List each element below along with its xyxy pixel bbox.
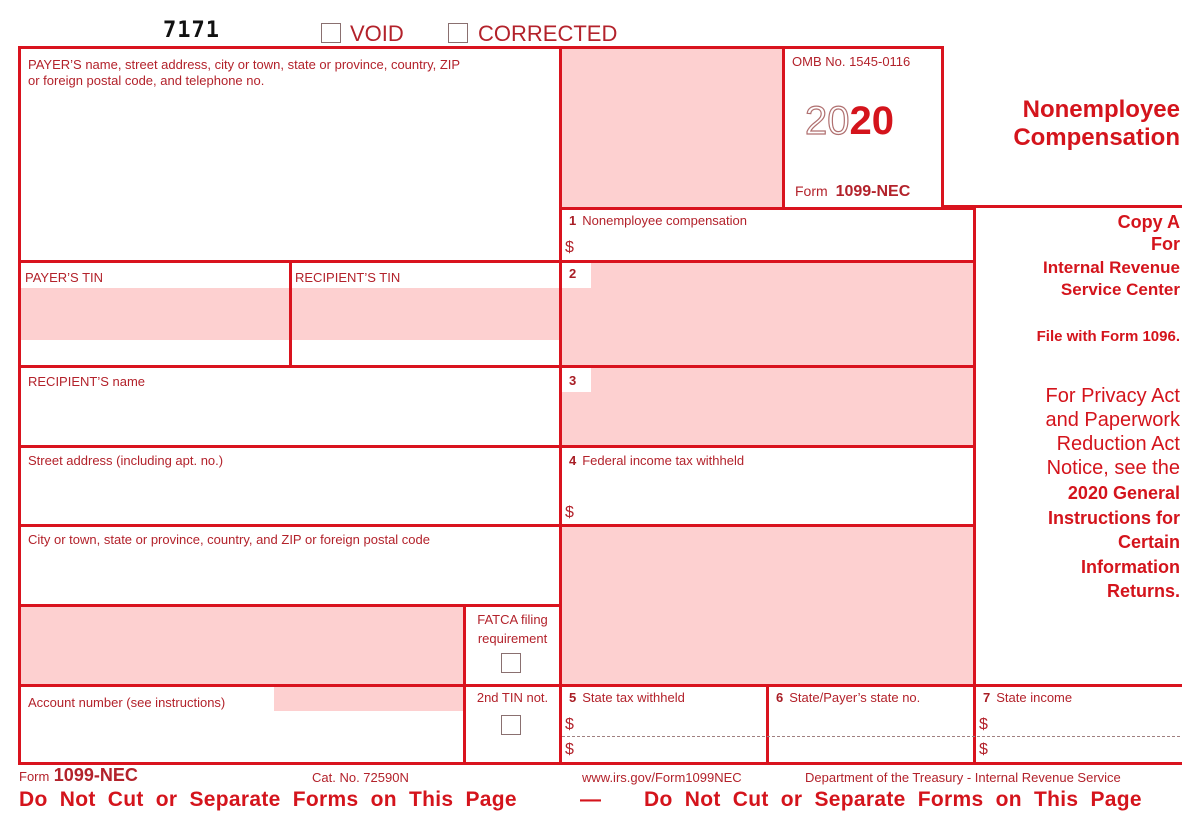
instructions-line5: Returns. xyxy=(1106,581,1180,601)
account-number-label: Account number (see instructions) xyxy=(28,695,226,710)
street-address-label: Street address (including apt. no.) xyxy=(28,453,224,468)
box1-nonemployee-compensation[interactable] xyxy=(559,207,976,263)
instructions-line1: 2020 General xyxy=(1067,483,1180,503)
box4-label: Federal income tax withheld xyxy=(582,453,745,468)
tax-year-bold: 20 xyxy=(849,99,894,143)
recipient-tin-label: RECIPIENT’S TIN xyxy=(295,270,401,285)
box5-number: 5 xyxy=(569,690,577,705)
copy-info-column xyxy=(973,207,1182,687)
form-title-line2: Compensation xyxy=(1013,124,1180,151)
state-line-divider xyxy=(562,736,1180,737)
account-number-box[interactable] xyxy=(18,684,466,765)
omb-number: OMB No. 1545-0116 xyxy=(792,54,911,69)
privacy-line2: and Paperwork xyxy=(1045,409,1180,431)
recipient-tin-shaded xyxy=(292,288,559,340)
tax-year-outline: 20 xyxy=(805,99,850,143)
omb-form-prefix: Form xyxy=(795,183,828,199)
box2 xyxy=(559,260,976,368)
privacy-line1: For Privacy Act xyxy=(1045,385,1180,407)
box3 xyxy=(559,365,976,448)
second-tin-checkbox[interactable] xyxy=(501,715,521,735)
second-tin-box xyxy=(463,684,562,765)
irs-center-line2: Service Center xyxy=(1060,280,1180,299)
irs-center-line1: Internal Revenue xyxy=(1043,258,1180,277)
street-address-box[interactable] xyxy=(18,445,562,527)
fatca-checkbox[interactable] xyxy=(501,653,521,673)
corrected-label: CORRECTED xyxy=(478,21,618,46)
box5-state-tax-withheld[interactable] xyxy=(559,684,769,765)
box5-label: State tax withheld xyxy=(582,690,685,705)
footer-department: Department of the Treasury - Internal Revenue Service xyxy=(805,770,1121,785)
instructions-line4: Information xyxy=(1081,556,1180,577)
footer-website[interactable]: www.irs.gov/Form1099NEC xyxy=(582,770,742,785)
box7-dollar-1: $ xyxy=(979,716,988,733)
privacy-line3: Reduction Act xyxy=(1056,433,1180,455)
footer-form-number: 1099-NEC xyxy=(53,765,138,785)
copy-for-label: For xyxy=(1151,234,1180,254)
box4-number: 4 xyxy=(569,453,577,468)
footer-dash: — xyxy=(580,788,601,811)
fatca-box xyxy=(463,604,562,687)
box5-dollar-2: $ xyxy=(565,741,574,758)
corrected-checkbox[interactable] xyxy=(448,23,468,43)
account-number-shaded xyxy=(274,687,463,711)
second-tin-label: 2nd TIN not. xyxy=(476,690,549,705)
box3-number: 3 xyxy=(569,373,577,388)
omb-form-number: 1099-NEC xyxy=(835,183,911,200)
payer-shaded-box xyxy=(559,46,785,210)
instructions-line3: Certain xyxy=(1117,532,1180,552)
shaded-box-left xyxy=(18,604,466,687)
city-box[interactable] xyxy=(18,524,562,607)
footer-cat-no: Cat. No. 72590N xyxy=(312,770,409,785)
payer-info-label-line1: PAYER’S name, street address, city or town, state or province, country, ZIP xyxy=(28,57,461,72)
box4-federal-tax-withheld[interactable] xyxy=(559,445,976,527)
shaded-box-middle xyxy=(559,524,976,687)
box7-dollar-2: $ xyxy=(979,741,988,758)
box6-state-payer-no[interactable] xyxy=(766,684,976,765)
file-with-label: File with Form 1096. xyxy=(1036,328,1180,345)
instructions-line2: Instructions for xyxy=(1047,507,1180,528)
form-title-line1: Nonemployee xyxy=(1022,96,1180,123)
recipient-tin-box[interactable] xyxy=(289,260,562,368)
box7-label: State income xyxy=(996,690,1073,705)
payer-tin-box[interactable] xyxy=(18,260,292,368)
fatca-label-line1: FATCA filing xyxy=(477,612,548,627)
omb-form-name xyxy=(795,183,910,201)
footer-form-name xyxy=(19,765,138,786)
box2-number: 2 xyxy=(569,266,577,281)
footer-warning-left: Do Not Cut or Separate Forms on This Page xyxy=(19,788,517,811)
payer-info-label-line2: or foreign postal code, and telephone no. xyxy=(28,73,265,88)
copy-a-label: Copy A xyxy=(1117,212,1180,232)
omb-box xyxy=(782,46,944,210)
payer-tin-shaded xyxy=(21,288,289,340)
void-checkbox[interactable] xyxy=(321,23,341,43)
box6-number: 6 xyxy=(776,690,784,705)
box1-number: 1 xyxy=(569,213,577,228)
box1-label: Nonemployee compensation xyxy=(582,213,748,228)
form-code: 7171 xyxy=(163,18,220,43)
tax-year xyxy=(805,99,894,144)
payer-info-box[interactable] xyxy=(18,46,562,263)
box5-dollar-1: $ xyxy=(565,716,574,733)
privacy-line4: Notice, see the xyxy=(1046,457,1180,479)
payer-tin-label: PAYER’S TIN xyxy=(25,270,104,285)
void-label: VOID xyxy=(350,21,404,46)
box4-dollar: $ xyxy=(565,504,574,521)
recipient-name-label: RECIPIENT’S name xyxy=(28,374,146,389)
box1-dollar: $ xyxy=(565,239,574,256)
form-title xyxy=(1013,96,1180,152)
city-label: City or town, state or province, country, and ZIP or foreign postal code xyxy=(28,532,430,547)
footer-warning-right: Do Not Cut or Separate Forms on This Page xyxy=(644,788,1142,811)
recipient-name-box[interactable] xyxy=(18,365,562,448)
fatca-label-line2: requirement xyxy=(477,631,548,646)
box7-number: 7 xyxy=(983,690,991,705)
footer-form-prefix: Form xyxy=(19,769,50,784)
box6-label: State/Payer’s state no. xyxy=(789,690,921,705)
box7-state-income[interactable] xyxy=(973,684,1182,765)
